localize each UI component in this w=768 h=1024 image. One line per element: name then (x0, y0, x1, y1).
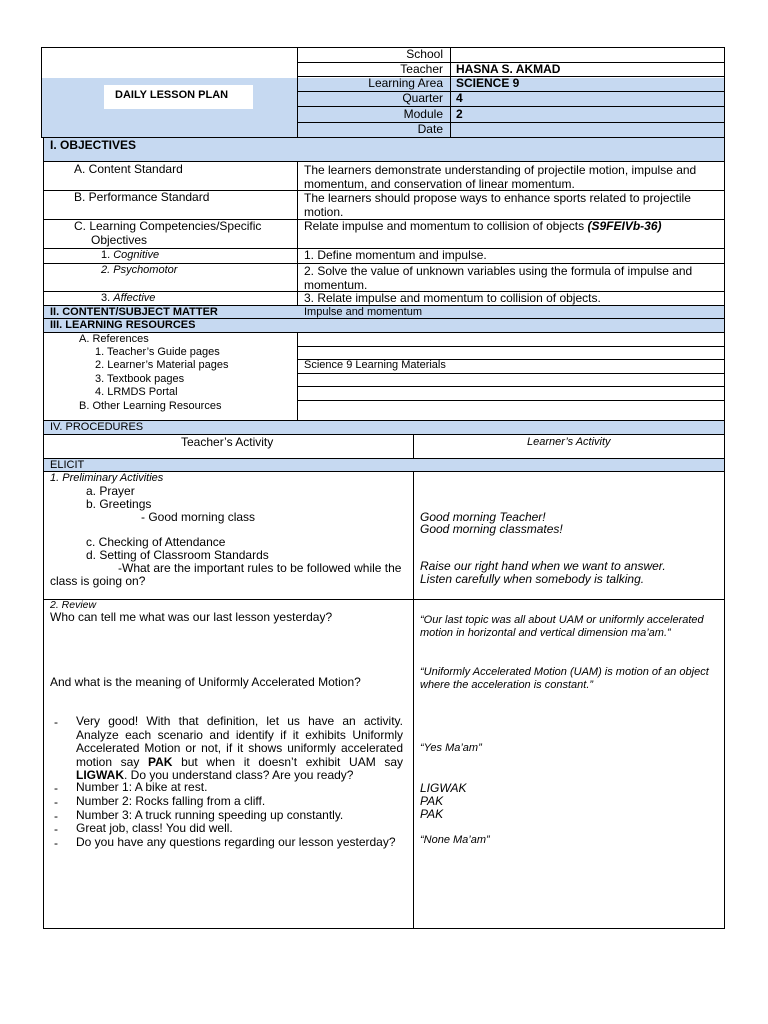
teacher-label: Teacher (400, 62, 443, 76)
learning-area-value: SCIENCE 9 (456, 76, 520, 90)
tg-pages-label: 1. Teacher’s Guide pages (95, 346, 220, 358)
teacher-activity-header: Teacher’s Activity (181, 435, 274, 449)
scenario-answer-2: PAK (420, 794, 444, 808)
learner-activity-header: Learner’s Activity (527, 436, 611, 448)
scenario-answer-1: LIGWAK (420, 781, 467, 795)
affective-text: 3. Relate impulse and momentum to collision of objects. (304, 291, 601, 305)
cognitive-label-text: Cognitive (113, 249, 160, 261)
review-question-1: Who can tell me what was our last lesson yesterday? (50, 610, 333, 624)
quarter-label: Quarter (402, 91, 443, 105)
questions-prompt: Do you have any questions regarding our lesson yesterday? (76, 835, 396, 849)
content-standard-text: The learners demonstrate understanding of projectile motion, impulse and momentum, and conservation of linear momentum. (304, 163, 697, 191)
review-answer-3: “Yes Ma’am” (420, 742, 482, 754)
school-label: School (406, 47, 443, 61)
ligwak-keyword: LIGWAK (76, 768, 124, 782)
review-answer-final: “None Ma’am” (420, 834, 490, 846)
procedures-heading: IV. PROCEDURES (50, 421, 144, 433)
elicit-band (44, 459, 724, 471)
rules-question-2: class is going on? (50, 574, 146, 588)
bullet-dash-5: - (54, 822, 58, 836)
competencies-label-2: Objectives (91, 233, 148, 247)
good-morning-line: - Good morning class (141, 510, 256, 524)
bullet-dash-6: - (54, 836, 58, 850)
competencies-text (304, 220, 662, 233)
instruction-part-3: . Do you understand class? Are you ready? (124, 768, 354, 782)
scenario-2: Number 2: Rocks falling from a cliff. (76, 794, 266, 808)
review-activity-instructions (76, 715, 403, 783)
module-label: Module (403, 107, 443, 121)
bullet-dash-1: - (54, 715, 58, 729)
date-label: Date (417, 122, 443, 136)
page-title: DAILY LESSON PLAN (115, 89, 229, 101)
attendance-item: c. Checking of Attendance (86, 535, 226, 549)
cognitive-text: 1. Define momentum and impulse. (304, 248, 487, 262)
quarter-value: 4 (456, 91, 463, 105)
lrmds-portal-label: 4. LRMDS Portal (95, 386, 178, 398)
psychomotor-label: 2. Psychomotor (101, 264, 178, 276)
content-value: Impulse and momentum (304, 306, 422, 318)
affective-num: 3. (101, 292, 114, 304)
review-title: 2. Review (50, 599, 97, 611)
learner-response-1: Good morning Teacher! (420, 510, 546, 524)
performance-standard-text: The learners should propose ways to enhance sports related to projectile motion. (304, 191, 691, 219)
content-heading: II. CONTENT/SUBJECT MATTER (50, 306, 218, 318)
objectives-band (44, 138, 724, 161)
review-answer-2: “Uniformly Accelerated Motion (UAM) is motion of an object where the acceleration is constant.” (420, 666, 709, 691)
prayer-item: a. Prayer (86, 484, 135, 498)
other-resources-label: B. Other Learning Resources (79, 400, 222, 412)
learner-response-2: Good morning classmates! (420, 522, 563, 536)
greetings-item: b. Greetings (86, 497, 152, 511)
competencies-label: C. Learning Competencies/Specific (74, 219, 262, 233)
procedures-heading-row (43, 420, 725, 435)
performance-standard-label: B. Performance Standard (74, 190, 210, 204)
review-question-2: And what is the meaning of Uniformly Accelerated Motion? (50, 675, 361, 689)
prelim-title: 1. Preliminary Activities (50, 472, 164, 484)
lm-pages-value: Science 9 Learning Materials (304, 359, 446, 371)
rules-question: -What are the important rules to be followed while the (118, 561, 402, 575)
references-label: A. References (79, 333, 149, 345)
affective-label (101, 292, 155, 304)
bullet-dash-2: - (54, 781, 58, 795)
teacher-value: HASNA S. AKMAD (456, 62, 561, 76)
objectives-heading: I. OBJECTIVES (50, 138, 137, 152)
cognitive-num: 1. (101, 249, 114, 261)
scenario-1: Number 1: A bike at rest. (76, 780, 208, 794)
learner-response-3: Raise our right hand when we want to answer. (420, 559, 666, 573)
praise-line: Great job, class! You did well. (76, 821, 233, 835)
cognitive-label (101, 249, 159, 261)
scenario-3: Number 3: A truck running speeding up constantly. (76, 808, 344, 822)
instruction-part-2: but when it doesn’t exhibit UAM say (172, 754, 404, 769)
textbook-pages-label: 3. Textbook pages (95, 373, 185, 385)
learning-area-label: Learning Area (368, 76, 443, 90)
elicit-label: ELICIT (50, 459, 85, 471)
review-answer-1: “Our last topic was all about UAM or uniformly accelerated motion in horizontal and vertical dimension ma’am.” (420, 614, 704, 639)
competencies-statement: Relate impulse and momentum to collision of objects (304, 219, 588, 233)
pak-keyword: PAK (147, 754, 173, 769)
resources-heading: III. LEARNING RESOURCES (50, 319, 196, 331)
module-value: 2 (456, 107, 463, 121)
lm-pages-label: 2. Learner’s Material pages (95, 359, 229, 371)
content-standard-label: A. Content Standard (74, 162, 183, 176)
competencies-code: (S9FEIVb-36) (587, 219, 662, 233)
bullet-dash-3: - (54, 795, 58, 809)
bullet-dash-4: - (54, 809, 58, 823)
standards-item: d. Setting of Classroom Standards (86, 548, 269, 562)
psychomotor-text: 2. Solve the value of unknown variables using the formula of impulse and momentum. (304, 264, 693, 292)
affective-label-text: Affective (113, 292, 156, 304)
scenario-answer-3: PAK (420, 807, 444, 821)
learner-response-4: Listen carefully when somebody is talking. (420, 572, 645, 586)
instruction-part-1: Very good! With that definition, let us have an activity. Analyze each scenario and identify if it exhibits Uniformly Accelerated Motion or not, if it shows uniformly accelerated motion say (76, 714, 403, 769)
